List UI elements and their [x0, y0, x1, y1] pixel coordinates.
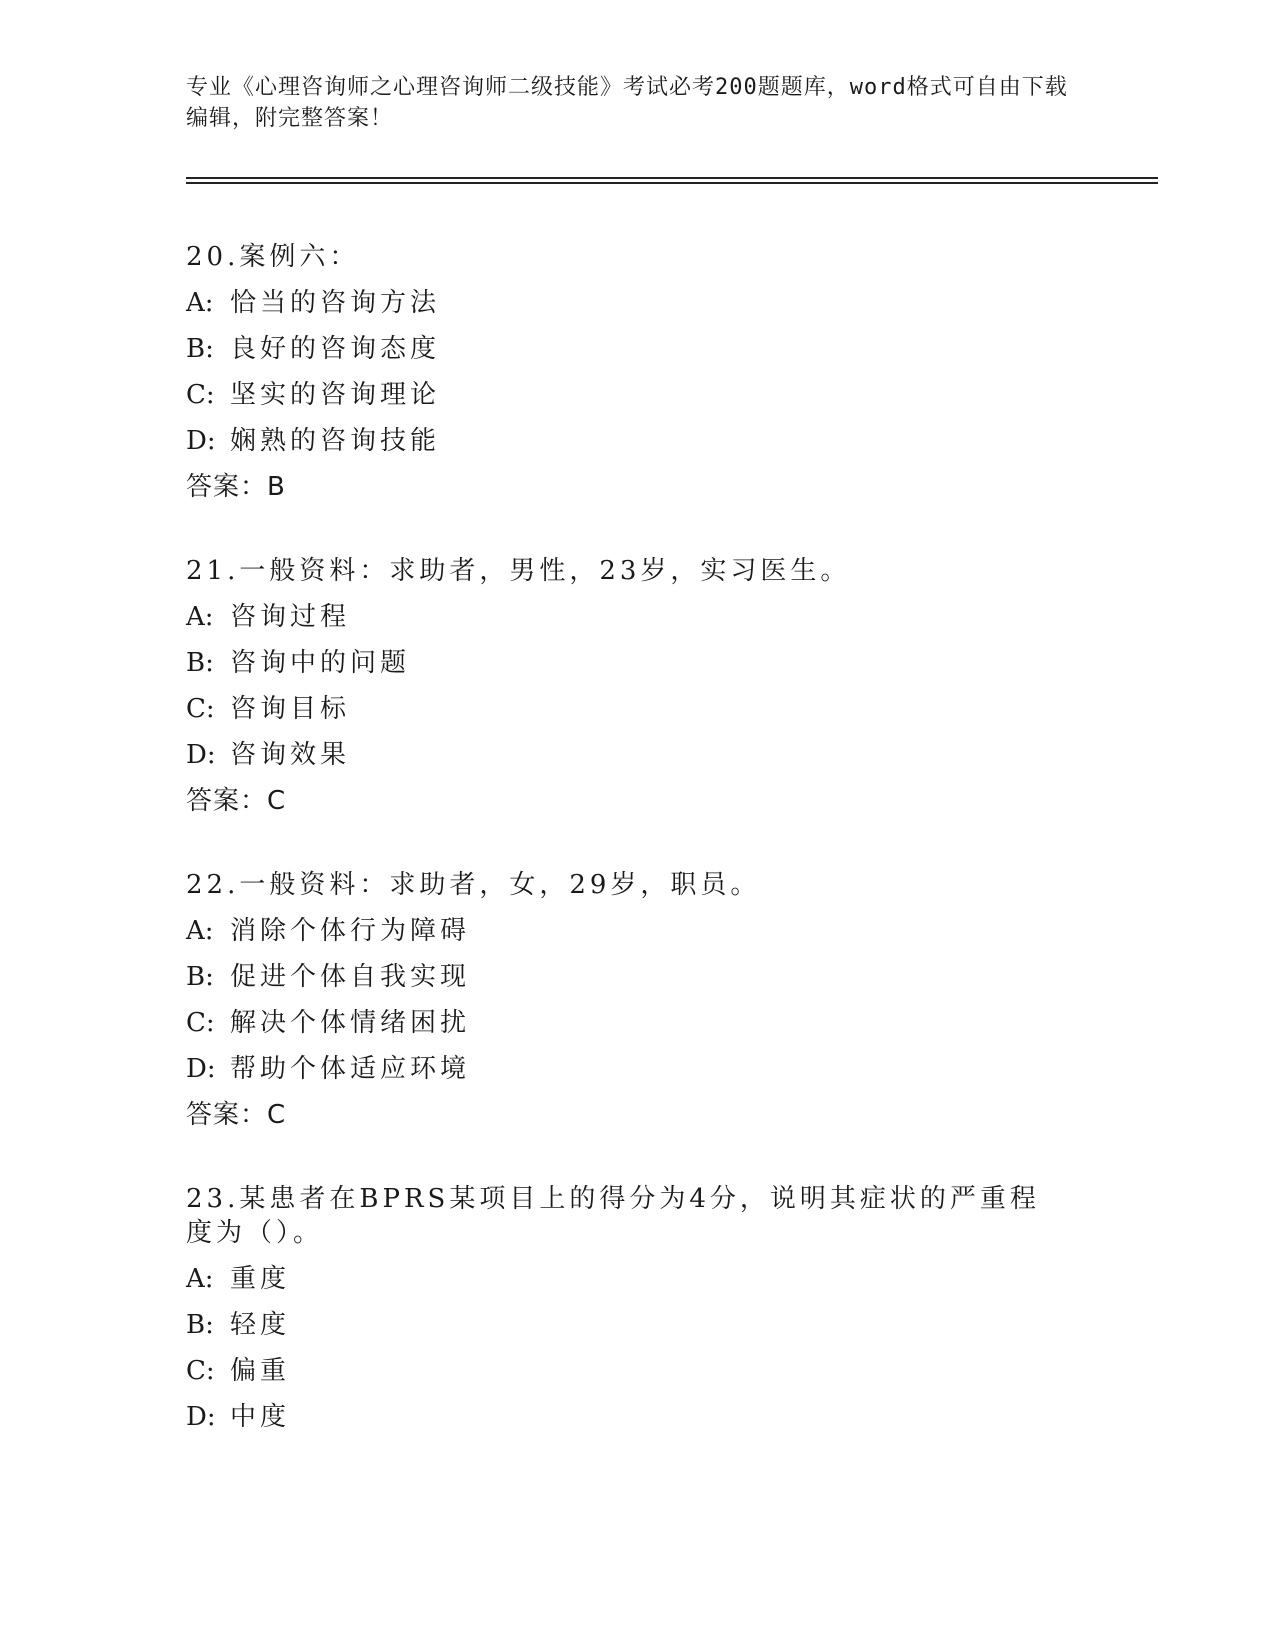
option-letter: D: [186, 740, 216, 770]
option-text: 咨询效果 [230, 740, 351, 770]
option-letter: B: [186, 334, 214, 364]
option-b [186, 1302, 1086, 1348]
option-c [186, 372, 1086, 418]
option-a [186, 908, 1086, 954]
option-d [186, 1394, 1086, 1440]
option-letter: B: [186, 1310, 214, 1340]
option-text: 恰当的咨询方法 [230, 288, 441, 318]
question-stem: 22.一般资料：求助者，女，29岁，职员。 [186, 870, 761, 900]
option-text: 咨询目标 [230, 694, 351, 724]
question-20 [186, 234, 1086, 510]
option-b [186, 954, 1086, 1000]
option-letter: D: [186, 426, 216, 456]
option-letter: A: [186, 602, 214, 632]
option-text: 促进个体自我实现 [230, 962, 471, 992]
option-c [186, 1000, 1086, 1046]
option-text: 偏重 [230, 1356, 291, 1386]
option-letter: C: [186, 1356, 215, 1386]
option-text: 解决个体情绪困扰 [230, 1008, 471, 1038]
option-letter: D: [186, 1402, 216, 1432]
option-a [186, 280, 1086, 326]
option-c [186, 686, 1086, 732]
option-letter: C: [186, 694, 215, 724]
option-a [186, 1256, 1086, 1302]
option-letter: B: [186, 648, 214, 678]
header-rule-top [186, 177, 1158, 179]
option-text: 娴熟的咨询技能 [230, 426, 441, 456]
option-letter: A: [186, 916, 214, 946]
option-d [186, 418, 1086, 464]
question-stem: 20.案例六： [186, 242, 360, 272]
question-stem: 23.某患者在BPRS某项目上的得分为4分，说明其症状的严重程度为（）。 [186, 1184, 1040, 1248]
option-text: 帮助个体适应环境 [230, 1054, 471, 1084]
question-list [186, 234, 1086, 1478]
option-letter: A: [186, 1264, 214, 1294]
header-rule-bottom [186, 182, 1158, 184]
option-text: 重度 [230, 1264, 291, 1294]
option-text: 良好的咨询态度 [230, 334, 441, 364]
option-text: 轻度 [230, 1310, 291, 1340]
option-letter: D: [186, 1054, 216, 1084]
option-d [186, 1046, 1086, 1092]
answer-label: 答案：B [186, 472, 286, 502]
option-text: 咨询中的问题 [230, 648, 411, 678]
option-letter: C: [186, 1008, 215, 1038]
option-text: 坚实的咨询理论 [230, 380, 441, 410]
question-22 [186, 862, 1086, 1138]
answer-label: 答案：C [186, 786, 287, 816]
option-text: 中度 [230, 1402, 291, 1432]
option-letter: B: [186, 962, 214, 992]
option-a [186, 594, 1086, 640]
answer-label: 答案：C [186, 1100, 287, 1130]
question-21 [186, 548, 1086, 824]
question-stem: 21.一般资料：求助者，男性，23岁，实习医生。 [186, 556, 851, 586]
option-d [186, 732, 1086, 778]
option-letter: C: [186, 380, 215, 410]
option-b [186, 326, 1086, 372]
option-b [186, 640, 1086, 686]
option-text: 消除个体行为障碍 [230, 916, 471, 946]
question-23 [186, 1176, 1086, 1440]
option-text: 咨询过程 [230, 602, 351, 632]
option-letter: A: [186, 288, 214, 318]
option-c [186, 1348, 1086, 1394]
document-header: 专业《心理咨询师之心理咨询师二级技能》考试必考200题题库，word格式可自由下载编辑，附完整答案！ [186, 75, 1068, 131]
